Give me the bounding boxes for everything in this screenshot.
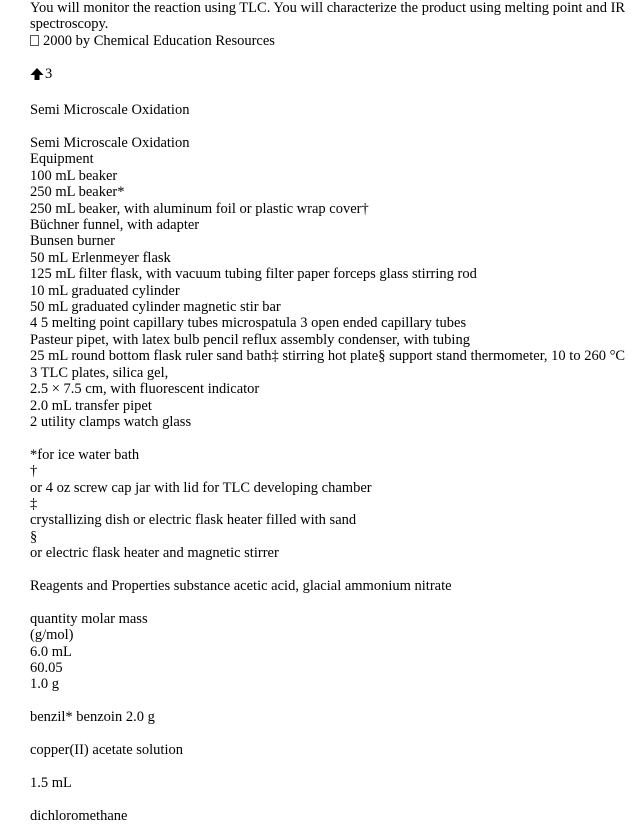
section-heading: Semi Microscale Oxidation: [30, 102, 190, 119]
reagents-section: [30, 578, 630, 824]
equipment-item: 250 mL beaker*: [30, 184, 125, 201]
copyright-text: 2000 by Chemical Education Resources: [43, 32, 275, 49]
footnote-item: *for ice water bath: [30, 446, 140, 463]
property-item: (g/mol): [30, 627, 74, 644]
equipment-item: 10 mL graduated cylinder: [30, 282, 180, 299]
copyright-line: [30, 33, 630, 49]
property-item: quantity molar mass: [30, 610, 148, 627]
equipment-title: Semi Microscale Oxidation: [30, 135, 190, 152]
equipment-item: 100 mL beaker: [30, 167, 118, 184]
equipment-item: 250 mL beaker, with aluminum foil or plastic wrap cover†: [30, 200, 369, 217]
equipment-item: 4 5 melting point capillary tubes microspatula 3 open ended capillary tubes: [30, 315, 467, 332]
intro-section: [30, 0, 630, 49]
equipment-item: Pasteur pipet, with latex bulb pencil reflux assembly condenser, with tubing: [30, 331, 470, 348]
footnote-list: [30, 447, 630, 562]
copyright-box-icon: [30, 35, 39, 46]
equipment-item: 50 mL graduated cylinder magnetic stir bar: [30, 299, 281, 316]
copper-quantity-line: 1.5 mL: [30, 774, 72, 791]
equipment-item: 25 mL round bottom flask ruler sand bath‡ stirring hot plate§ support stand thermometer, 10 to 260 °C: [30, 348, 626, 365]
equipment-item: Büchner funnel, with adapter: [30, 217, 200, 234]
equipment-item: Bunsen burner: [30, 233, 115, 250]
footnote-item: †: [30, 463, 38, 480]
intro-text-line-2: spectroscopy.: [30, 16, 109, 33]
property-item: 60.05: [30, 659, 63, 676]
equipment-item: 2 utility clamps watch glass: [30, 413, 192, 430]
dichloromethane-line: dichloromethane: [30, 807, 128, 824]
page-nav-link[interactable]: [30, 66, 52, 82]
equipment-list: [30, 168, 630, 431]
properties-list: [30, 611, 630, 693]
footnote-item: or 4 oz screw cap jar with lid for TLC developing chamber: [30, 479, 372, 496]
intro-text-line-1: You will monitor the reaction using TLC. You will characterize the product using melting point and IR: [30, 0, 626, 16]
equipment-item: 125 mL filter flask, with vacuum tubing filter paper forceps glass stirring rod: [30, 266, 477, 283]
footnote-item: crystallizing dish or electric flask heater filled with sand: [30, 512, 357, 529]
equipment-item: 2.0 mL transfer pipet: [30, 397, 152, 414]
footnote-item: ‡: [30, 495, 38, 512]
equipment-item: 3 TLC plates, silica gel,: [30, 364, 169, 381]
document-page: [30, 0, 630, 824]
up-arrow-icon: [30, 67, 44, 81]
page-number: 3: [45, 66, 53, 83]
property-item: 1.0 g: [30, 676, 59, 693]
benzil-line: benzil* benzoin 2.0 g: [30, 709, 155, 726]
equipment-item: 50 mL Erlenmeyer flask: [30, 249, 171, 266]
footnote-item: or electric flask heater and magnetic stirrer: [30, 545, 279, 562]
equipment-item: 2.5 × 7.5 cm, with fluorescent indicator: [30, 381, 260, 398]
reagents-heading: Reagents and Properties substance acetic acid, glacial ammonium nitrate: [30, 577, 452, 594]
equipment-section: [30, 135, 630, 430]
equipment-subtitle: Equipment: [30, 151, 94, 168]
copper-line: copper(II) acetate solution: [30, 741, 183, 758]
footnote-item: §: [30, 528, 38, 545]
property-item: 6.0 mL: [30, 643, 72, 660]
